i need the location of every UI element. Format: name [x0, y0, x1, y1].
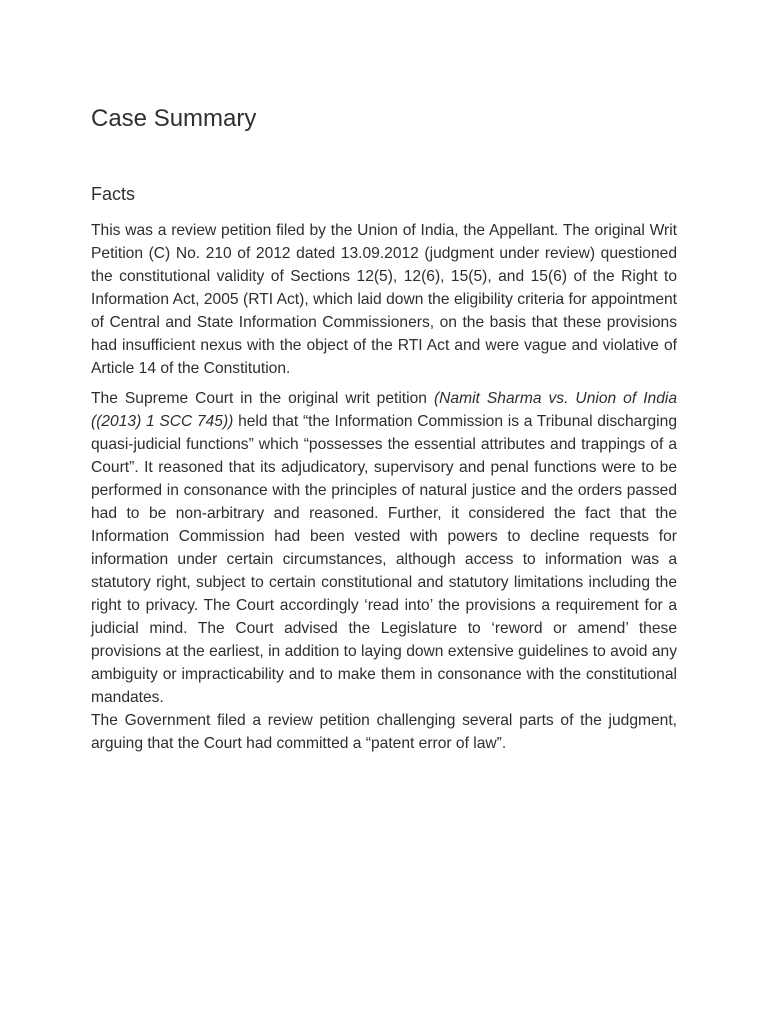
paragraph-body-text: held that “the Information Commission is a Tribunal discharging quasi-judicial functions” which “possesses the essential attributes and trappings of a Court”. It reasoned that its adjudicatory, supervisory and penal functions were to be performed in consonance with the principles of natural justice and the orders passed had to be non-arbitrary and reasoned. Further, it considered the fact that the Information Commission had been vested with powers to decline requests for information under certain circumstances, although access to information was a statutory right, subject to certain constitutional and statutory limitations including the right to privacy. The Court accordingly ‘read into’ the provisions a requirement for a judicial mind. The Court advised the Legislature to ‘reword or amend’ these provisions at the earliest, in addition to laying down extensive guidelines to avoid any ambiguity or impracticability and to make them in consonance with the constitutional mandates.: [91, 413, 677, 706]
paragraph-supreme-court: [91, 387, 677, 709]
section-heading-facts: Facts: [91, 184, 136, 204]
paragraph-intro-text: The Supreme Court in the original writ petition: [91, 390, 434, 407]
page-title: Case Summary: [91, 105, 257, 132]
paragraph-review-petition: This was a review petition filed by the Union of India, the Appellant. The original Writ Petition (C) No. 210 of 2012 dated 13.09.2012 (judgment under review) questioned the constitutional validity of Sections 12(5), 12(6), 15(5), and 15(6) of the Right to Information Act, 2005 (RTI Act), which laid down the eligibility criteria for appointment of Central and State Information Commissioners, on the basis that these provisions had insufficient nexus with the object of the RTI Act and were vague and violative of Article 14 of the Constitution.: [91, 222, 677, 377]
case-citation: (Namit Sharma vs. Union of India ((2013) 1 SCC 745)): [91, 390, 678, 430]
paragraph-government-review: The Government filed a review petition challenging several parts of the judgment, arguing that the Court had committed a “patent error of law”.: [91, 712, 677, 752]
document-page: [91, 104, 677, 755]
